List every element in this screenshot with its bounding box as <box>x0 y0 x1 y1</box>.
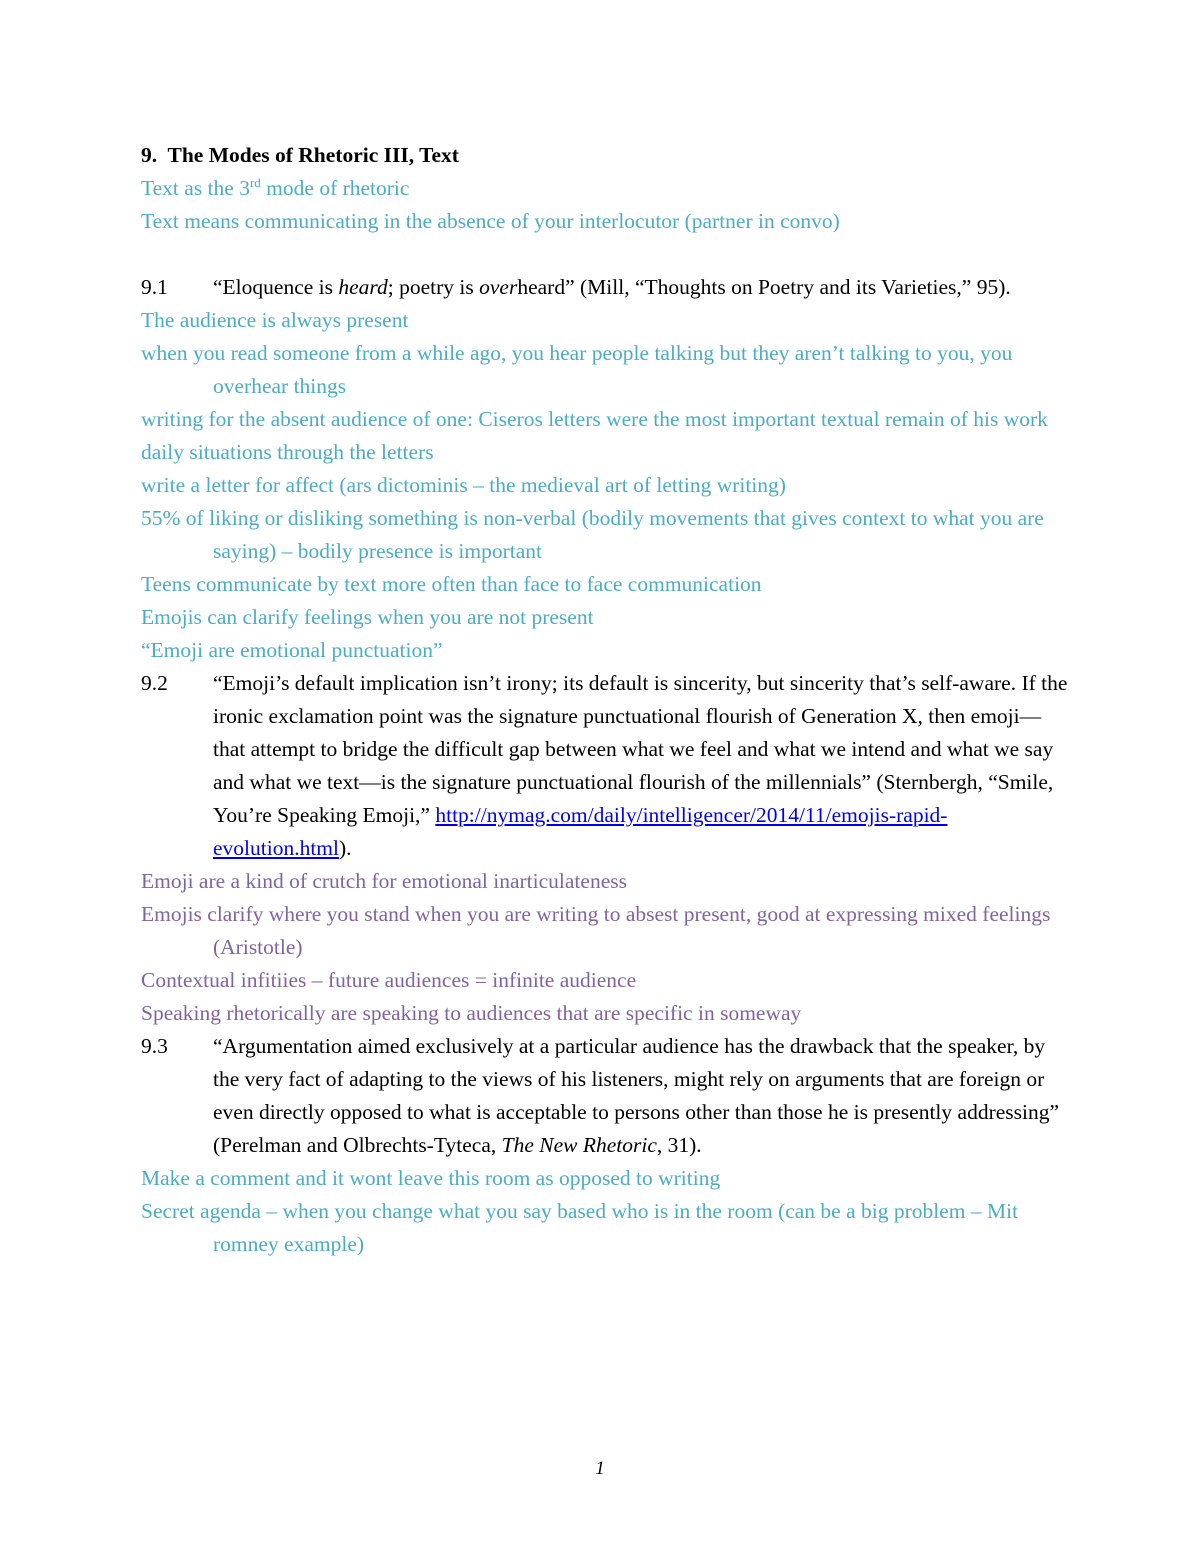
quote-text: heard” (Mill, “Thoughts on Poetry and its Varieties,” 95). <box>517 275 1011 299</box>
section-heading <box>141 139 1071 172</box>
source-link[interactable]: http://nymag.com/daily/intelligencer/2014/11/emojis-rapid-evolution.html <box>213 803 948 860</box>
quote-text: ; poetry is <box>387 275 480 299</box>
quote-number: 9.1 <box>141 275 168 299</box>
note-item: when you read someone from a while ago, you hear people talking but they aren’t talking to you, you overhear things <box>141 341 1013 398</box>
intro-note-2: Text means communicating in the absence of your interlocutor (partner in convo) <box>141 209 840 233</box>
quote-9-2 <box>141 667 1071 865</box>
section-number: 9. <box>141 143 158 167</box>
note-item: Emojis clarify where you stand when you are writing to absest present, good at expressing mixed feelings (Aristotle) <box>141 902 1051 959</box>
intro-note-1-text-end: mode of rhetoric <box>260 176 410 200</box>
note-item: Speaking rhetorically are speaking to audiences that are specific in someway <box>141 1001 802 1025</box>
quote-text-end: , 31). <box>656 1133 702 1157</box>
document-page <box>141 139 1071 1261</box>
quote-text-end: ). <box>339 836 352 860</box>
note-item: Emojis can clarify feelings when you are not present <box>141 605 594 629</box>
section-title: The Modes of Rhetoric III, Text <box>167 143 459 167</box>
intro-note-1 <box>141 172 1071 205</box>
page-number: 1 <box>595 1458 605 1479</box>
note-item: “Emoji are emotional punctuation” <box>141 638 443 662</box>
note-item: daily situations through the letters <box>141 440 434 464</box>
quote-9-1 <box>141 271 1071 304</box>
spacer <box>141 238 1071 271</box>
note-item: Make a comment and it wont leave this room as opposed to writing <box>141 1166 721 1190</box>
quote-emphasis: heard <box>338 275 388 299</box>
quote-text: “Eloquence is <box>213 275 339 299</box>
quote-text: “Argumentation aimed exclusively at a particular audience has the drawback that the speaker, by the very fact of adapting to the views of his listeners, might rely on arguments that are foreign or even directly opposed to what is acceptable to persons other than those he is presently addressing” (Perelman and Olbrechts-Tyteca, <box>213 1034 1060 1157</box>
note-item: Contextual infitiies – future audiences = infinite audience <box>141 968 637 992</box>
quote-emphasis: over <box>479 275 518 299</box>
note-item: write a letter for affect (ars dictominis – the medieval art of letting writing) <box>141 473 786 497</box>
quote-number: 9.3 <box>141 1034 168 1058</box>
note-item: Teens communicate by text more often than face to face communication <box>141 572 762 596</box>
note-item: writing for the absent audience of one: Ciseros letters were the most important textual remain of his work <box>141 407 1048 431</box>
note-item: Emoji are a kind of crutch for emotional inarticulateness <box>141 869 627 893</box>
quote-text: “Emoji’s default implication isn’t irony; its default is sincerity, but sincerity that’s self-aware. If the ironic exclamation point was the signature punctuational flourish of Generation X, then emoji—that attempt to bridge the difficult gap between what we feel and what we intend and what we say and what we text—is the signature punctuational flourish of the millennials” (Sternbergh, “Smile, You’re Speaking Emoji,” <box>213 671 1068 827</box>
intro-note-1-text: Text as the 3 <box>141 176 250 200</box>
intro-note-1-sup: rd <box>249 174 261 190</box>
quote-number: 9.2 <box>141 671 168 695</box>
note-item: The audience is always present <box>141 308 409 332</box>
note-item: 55% of liking or disliking something is non-verbal (bodily movements that gives context to what you are saying) – bodily presence is important <box>141 506 1044 563</box>
quote-emphasis: The New Rhetoric <box>501 1133 657 1157</box>
quote-9-3 <box>141 1030 1071 1162</box>
note-item: Secret agenda – when you change what you say based who is in the room (can be a big problem – Mit romney example) <box>141 1199 1019 1256</box>
